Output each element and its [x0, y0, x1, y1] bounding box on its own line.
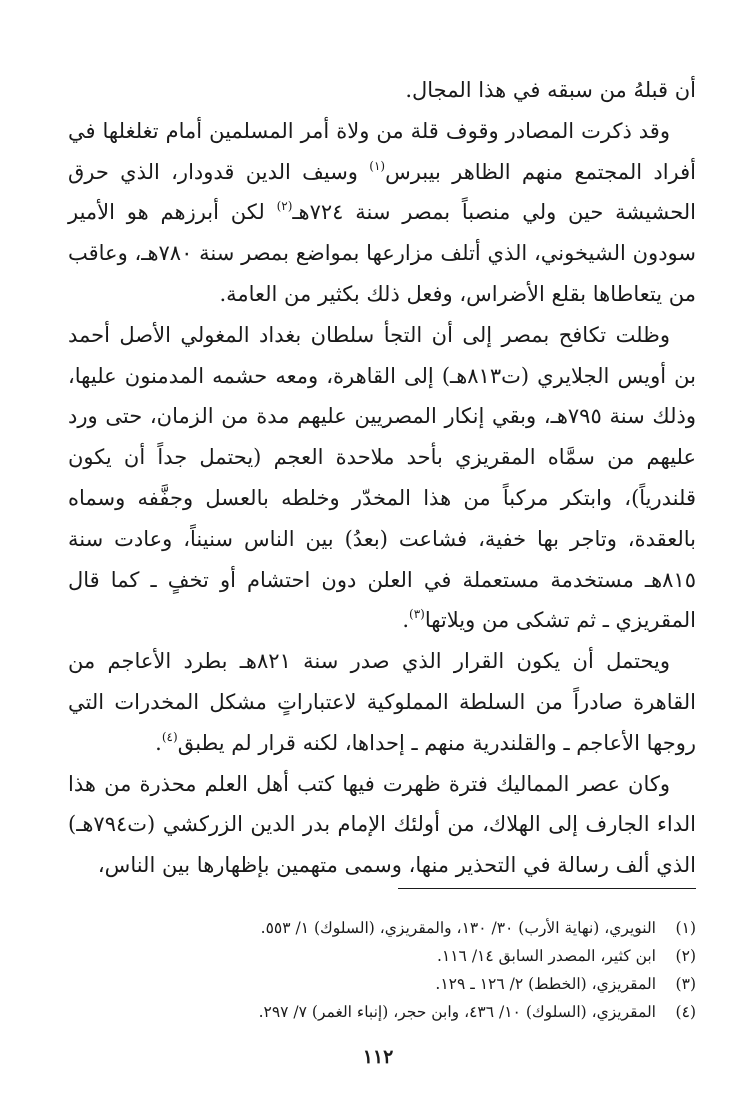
paragraph-3-text-b: .	[402, 608, 410, 633]
main-text	[68, 70, 696, 886]
footnote-1	[150, 914, 696, 942]
paragraph-2-text-a: وقد ذكرت المصادر وقوف قلة من ولاة أمر المسلمين أمام تغلغلها في أفراد المجتمع منهم الظاهر بيبرس	[68, 118, 696, 184]
footnote-text: النويري، (نهاية الأرب) ٣٠/ ١٣٠، والمقريزي، (السلوك) ١/ ٥٥٣.	[260, 919, 656, 937]
footnote-text: المقريزي، (الخطط) ٢/ ١٢٦ ـ ١٢٩.	[435, 975, 656, 993]
paragraph-4-text-b: .	[155, 730, 162, 755]
footnote-ref-1: (١)	[369, 158, 386, 173]
footnote-number: (٣)	[675, 975, 696, 993]
footnote-divider	[398, 888, 696, 889]
footnote-text: المقريزي، (السلوك) ١٠/ ٤٣٦، وابن حجر، (إنباء الغمر) ٧/ ٢٩٧.	[258, 1003, 656, 1021]
page-number: ١١٢	[362, 1046, 394, 1068]
paragraph-3	[68, 315, 696, 641]
footnote-number: (١)	[675, 919, 696, 937]
footnote-ref-3: (٣)	[409, 607, 425, 622]
paragraph-5	[68, 764, 696, 886]
paragraph-4	[68, 641, 696, 763]
footnotes	[150, 914, 696, 1026]
paragraph-5-text: وكان عصر المماليك فترة ظهرت فيها كتب أهل العلم محذرة من هذا الداء الجارف إلى الهلاك، من أولئك الإمام بدر الدين الزركشي (ت٧٩٤هـ) الذي ألف رسالة في التحذير منها، وسمى متهمين بإظهارها بين الناس،	[68, 771, 696, 878]
footnote-4	[150, 998, 696, 1026]
paragraph-2	[68, 111, 696, 315]
footnote-ref-2: (٢)	[276, 199, 293, 214]
paragraph-3-text-a: وظلت تكافح بمصر إلى أن التجأ سلطان بغداد المغولي الأصل أحمد بن أويس الجلايري (ت٨١٣هـ) إلى القاهرة، ومعه حشمه المدمنون عليها، وذلك سنة ٧٩٥هـ، وبقي إنكار المصريين عليهم مدة من الزمان، حتى ورد عليهم من سمَّاه المقريزي بأحد ملاحدة العجم (يحتمل جداً أن يكون قلندرياً)، وابتكر مركباً من هذا المخدّر وخلطه بالعسل وجفَّفه وسماه بالعقدة، وتاجر بها خفية، فشاعت (بعدُ) بين الناس سنيناً، وعادت سنة ٨١٥هـ مستخدمة مستعملة في العلن دون احتشام أو تخفٍ ـ كما قال المقريزي ـ ثم تشكى من ويلاتها	[68, 322, 696, 633]
footnote-number: (٤)	[675, 1003, 696, 1021]
footnote-ref-4: (٤)	[161, 729, 178, 744]
paragraph-4-text-a: ويحتمل أن يكون القرار الذي صدر سنة ٨٢١هـ بطرد الأعاجم من القاهرة صادراً من السلطة المملوكية لاعتباراتٍ مشكل المخدرات التي روجها الأعاجم ـ والقلندرية منهم ـ إحداها، لكنه قرار لم يطبق	[68, 649, 696, 755]
paragraph-2-text-b: وسيف الدين قدودار، الذي حرق الحشيشة حين ولي منصباً بمصر سنة ٧٢٤هـ	[68, 159, 696, 225]
footnote-number: (٢)	[675, 947, 696, 965]
paragraph-2-text-c: لكن أبرزهم هو الأمير سودون الشيخوني، الذي أتلف مزارعها بمواضع بمصر سنة ٧٨٠هـ، وعاقب من يتعاطاها بقلع الأضراس، وفعل ذلك بكثير من العامة.	[68, 200, 696, 306]
footnote-3	[150, 970, 696, 998]
paragraph-1	[68, 70, 696, 111]
footnote-text: ابن كثير، المصدر السابق ١٤/ ١١٦.	[436, 947, 656, 965]
footnote-2	[150, 942, 696, 970]
paragraph-1-text: أن قبلهُ من سبقه في هذا المجال.	[405, 78, 696, 102]
